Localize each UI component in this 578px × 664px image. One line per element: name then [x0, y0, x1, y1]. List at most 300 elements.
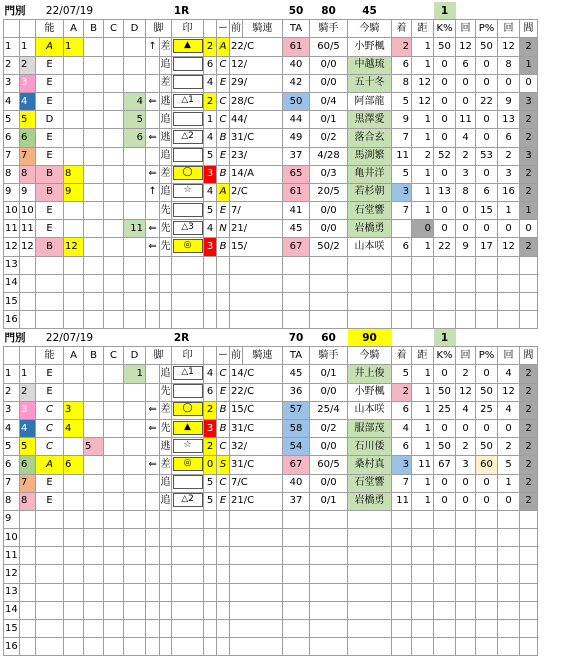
table-row — [4, 565, 575, 583]
arrow: ⇐ — [146, 401, 160, 419]
jockey-name — [348, 256, 392, 274]
ta-score — [283, 638, 310, 656]
ta-score: 67 — [283, 456, 310, 474]
waku — [204, 274, 217, 292]
p-percent: 0 — [476, 419, 498, 437]
mark — [172, 92, 204, 110]
p-count: 16 — [498, 183, 520, 201]
ability-rank: E — [36, 74, 64, 92]
en: 1 — [520, 56, 538, 74]
k-count — [456, 565, 476, 583]
column-header-16: 今騎 — [348, 347, 392, 365]
col-d — [124, 147, 146, 165]
table-row — [4, 620, 575, 638]
distance: 1 — [412, 419, 434, 437]
p-percent: 0 — [476, 165, 498, 183]
k-count — [456, 620, 476, 638]
rank — [217, 510, 230, 528]
ability-rank — [36, 547, 64, 565]
rank: B — [217, 401, 230, 419]
p-percent — [476, 510, 498, 528]
ability-rank: C — [36, 401, 64, 419]
column-header-19: K% — [434, 20, 456, 38]
waku: 3 — [204, 238, 217, 256]
distance: 1 — [412, 474, 434, 492]
previous — [230, 565, 283, 583]
rank — [217, 583, 230, 601]
row-number: 8 — [4, 492, 20, 510]
gate-number — [20, 529, 36, 547]
p-percent — [476, 565, 498, 583]
column-header-3: A — [64, 20, 84, 38]
rank: E — [217, 492, 230, 510]
header-value-3: 90 — [348, 329, 392, 347]
empty — [217, 2, 230, 20]
running-style: 逃 — [160, 129, 172, 147]
previous: 22/C — [230, 38, 283, 56]
jockey-name: 亀井洋 — [348, 165, 392, 183]
waku: 5 — [204, 492, 217, 510]
mark — [172, 311, 204, 329]
jockey-name: 服部茂 — [348, 419, 392, 437]
race-body-1 — [4, 2, 575, 329]
table-row — [4, 529, 575, 547]
p-count — [498, 547, 520, 565]
gate-number — [20, 638, 36, 656]
col-c — [104, 438, 124, 456]
p-percent: 60 — [476, 456, 498, 474]
arrow: ⇐ — [146, 129, 160, 147]
p-percent: 50 — [476, 438, 498, 456]
k-count: 0 — [456, 492, 476, 510]
ability-rank — [36, 583, 64, 601]
running-style — [160, 274, 172, 292]
arrow: ⇐ — [146, 456, 160, 474]
gate-number: 2 — [20, 56, 36, 74]
col-d — [124, 529, 146, 547]
p-count — [498, 274, 520, 292]
col-a — [64, 92, 84, 110]
p-count — [498, 510, 520, 528]
row-number: 16 — [4, 311, 20, 329]
col-a — [64, 311, 84, 329]
col-d — [124, 274, 146, 292]
col-c — [104, 620, 124, 638]
mark-box — [173, 57, 203, 71]
row-number: 5 — [4, 111, 20, 129]
row-number: 14 — [4, 601, 20, 619]
p-percent — [476, 274, 498, 292]
col-b — [84, 547, 104, 565]
col-a: 3 — [64, 401, 84, 419]
en: 2 — [520, 129, 538, 147]
finish: 6 — [392, 56, 412, 74]
p-percent: 17 — [476, 238, 498, 256]
race-venue: 門別 — [4, 4, 26, 17]
previous — [230, 311, 283, 329]
arrow: ↑ — [146, 183, 160, 201]
col-d: 5 — [124, 111, 146, 129]
k-percent — [434, 565, 456, 583]
arrow — [146, 438, 160, 456]
ta-score — [283, 529, 310, 547]
race-venue: 門別 — [4, 331, 26, 344]
k-percent: 0 — [434, 419, 456, 437]
distance: 1 — [412, 202, 434, 220]
rank — [217, 293, 230, 311]
waku: 2 — [204, 38, 217, 56]
jockey-name — [348, 311, 392, 329]
running-style: 先 — [160, 202, 172, 220]
previous — [230, 620, 283, 638]
row-number: 11 — [4, 220, 20, 238]
gate-number: 11 — [20, 220, 36, 238]
jockey-name: 阿部龍 — [348, 92, 392, 110]
column-header-11: ー — [217, 347, 230, 365]
jockey-name: 石堂響 — [348, 202, 392, 220]
jockey-name: 五十冬 — [348, 74, 392, 92]
distance: 12 — [412, 74, 434, 92]
en — [520, 601, 538, 619]
ta-score: 61 — [283, 183, 310, 201]
jockey-name: 黒澤愛 — [348, 111, 392, 129]
col-a: 12 — [64, 238, 84, 256]
en — [520, 638, 538, 656]
ta-score: 49 — [283, 129, 310, 147]
jockey-stat: 60/5 — [310, 456, 348, 474]
rank — [217, 256, 230, 274]
distance — [412, 583, 434, 601]
col-c — [104, 529, 124, 547]
rank — [217, 565, 230, 583]
finish — [392, 565, 412, 583]
waku: 4 — [204, 183, 217, 201]
ta-score: 50 — [283, 92, 310, 110]
col-b — [84, 583, 104, 601]
p-percent: 0 — [476, 492, 498, 510]
p-count: 13 — [498, 111, 520, 129]
column-header-21: P% — [476, 20, 498, 38]
p-percent: 0 — [476, 474, 498, 492]
mark — [172, 565, 204, 583]
previous: 21/ — [230, 220, 283, 238]
en: 2 — [520, 238, 538, 256]
ta-score — [283, 311, 310, 329]
table-row — [4, 456, 575, 474]
distance: 1 — [412, 365, 434, 383]
previous: 2/C — [230, 183, 283, 201]
ta-score — [283, 510, 310, 528]
ta-score: 37 — [283, 492, 310, 510]
previous: 15/ — [230, 238, 283, 256]
gate-number — [20, 620, 36, 638]
k-count: 12 — [456, 383, 476, 401]
column-header-20: 回 — [456, 20, 476, 38]
gate-number — [20, 311, 36, 329]
distance: 1 — [412, 38, 434, 56]
p-count: 9 — [498, 92, 520, 110]
ability-rank — [36, 620, 64, 638]
distance — [412, 529, 434, 547]
mark — [172, 601, 204, 619]
distance — [412, 274, 434, 292]
column-header-22: 回 — [498, 347, 520, 365]
row-number: 5 — [4, 438, 20, 456]
p-count — [498, 583, 520, 601]
k-count: 2 — [456, 438, 476, 456]
p-percent — [476, 311, 498, 329]
ta-score — [283, 620, 310, 638]
distance: 1 — [412, 492, 434, 510]
jockey-stat: 0/0 — [310, 202, 348, 220]
table-row — [4, 510, 575, 528]
jockey-stat: 0/0 — [310, 74, 348, 92]
ta-score — [283, 583, 310, 601]
distance — [412, 638, 434, 656]
gate-number: 12 — [20, 238, 36, 256]
distance — [412, 565, 434, 583]
previous: 14/C — [230, 365, 283, 383]
col-a — [64, 256, 84, 274]
p-count: 0 — [498, 74, 520, 92]
running-style: 追 — [160, 56, 172, 74]
col-c — [104, 492, 124, 510]
arrow: ⇐ — [146, 92, 160, 110]
p-count: 5 — [498, 456, 520, 474]
k-percent: 0 — [434, 492, 456, 510]
k-count: 0 — [456, 220, 476, 238]
col-c — [104, 383, 124, 401]
gate-number — [20, 510, 36, 528]
running-style — [160, 311, 172, 329]
arrow — [146, 365, 160, 383]
jockey-stat: 0/1 — [310, 111, 348, 129]
col-b — [84, 365, 104, 383]
rank — [217, 547, 230, 565]
arrow — [146, 583, 160, 601]
en: 2 — [520, 438, 538, 456]
p-percent: 50 — [476, 38, 498, 56]
running-style: 逃 — [160, 438, 172, 456]
jockey-stat: 0/0 — [310, 56, 348, 74]
running-style: 差 — [160, 74, 172, 92]
mark — [172, 529, 204, 547]
table-row — [4, 202, 575, 220]
arrow — [146, 147, 160, 165]
column-header-0 — [4, 20, 20, 38]
jockey-stat — [310, 620, 348, 638]
finish — [392, 510, 412, 528]
ta-score: 45 — [283, 365, 310, 383]
previous: 22/C — [230, 383, 283, 401]
k-percent: 0 — [434, 474, 456, 492]
ability-rank — [36, 565, 64, 583]
distance — [412, 601, 434, 619]
p-percent — [476, 293, 498, 311]
previous: 7/C — [230, 474, 283, 492]
finish — [392, 311, 412, 329]
p-count — [498, 256, 520, 274]
col-b — [84, 147, 104, 165]
k-percent: 50 — [434, 383, 456, 401]
finish: 2 — [392, 38, 412, 56]
col-c — [104, 38, 124, 56]
jockey-stat — [310, 565, 348, 583]
jockey-stat: 60/5 — [310, 38, 348, 56]
mark — [172, 165, 204, 183]
table-row — [4, 438, 575, 456]
waku: 0 — [204, 456, 217, 474]
table-row — [4, 56, 575, 74]
p-percent: 50 — [476, 383, 498, 401]
running-style: 追 — [160, 365, 172, 383]
arrow — [146, 565, 160, 583]
col-b — [84, 311, 104, 329]
mark-box: ☆ — [173, 439, 203, 453]
jockey-stat: 25/4 — [310, 401, 348, 419]
mark — [172, 510, 204, 528]
mark — [172, 474, 204, 492]
p-count: 0 — [498, 419, 520, 437]
running-style — [160, 256, 172, 274]
finish: 7 — [392, 202, 412, 220]
race-date: 22/07/19 — [45, 331, 94, 344]
k-percent — [434, 620, 456, 638]
finish: 11 — [392, 147, 412, 165]
mark — [172, 638, 204, 656]
table-row — [4, 256, 575, 274]
ability-rank: B — [36, 238, 64, 256]
running-style: 追 — [160, 474, 172, 492]
k-count: 3 — [456, 165, 476, 183]
jockey-name: 石堂響 — [348, 474, 392, 492]
previous: 31/C — [230, 419, 283, 437]
row-number: 3 — [4, 74, 20, 92]
header-value-2: 80 — [321, 4, 336, 17]
race-table-2 — [3, 329, 575, 656]
column-header-21: P% — [476, 347, 498, 365]
table-row — [4, 274, 575, 292]
empty — [124, 329, 146, 347]
col-c — [104, 547, 124, 565]
ta-score: 37 — [283, 147, 310, 165]
table-row — [4, 38, 575, 56]
gate-number: 1 — [20, 365, 36, 383]
column-header-10 — [204, 20, 217, 38]
p-count: 2 — [498, 147, 520, 165]
p-count: 12 — [498, 383, 520, 401]
mark-box: △1 — [173, 94, 203, 108]
col-c — [104, 129, 124, 147]
previous: 12/ — [230, 56, 283, 74]
k-percent — [434, 529, 456, 547]
col-d: 4 — [124, 92, 146, 110]
gate-number: 7 — [20, 147, 36, 165]
table-row — [4, 601, 575, 619]
gate-number: 8 — [20, 492, 36, 510]
running-style — [160, 293, 172, 311]
en — [520, 274, 538, 292]
en: 0 — [520, 220, 538, 238]
distance: 12 — [412, 92, 434, 110]
jockey-name: 井上俊 — [348, 365, 392, 383]
row-number: 1 — [4, 38, 20, 56]
ta-score — [283, 601, 310, 619]
gate-number: 10 — [20, 202, 36, 220]
col-b — [84, 56, 104, 74]
running-style — [160, 510, 172, 528]
col-c — [104, 165, 124, 183]
k-percent: 0 — [434, 365, 456, 383]
empty — [412, 2, 434, 20]
mark-box: △2 — [173, 130, 203, 144]
ability-rank: E — [36, 56, 64, 74]
finish: 6 — [392, 238, 412, 256]
col-b — [84, 220, 104, 238]
col-c — [104, 183, 124, 201]
finish: 6 — [392, 401, 412, 419]
k-percent: 52 — [434, 147, 456, 165]
p-count — [498, 620, 520, 638]
en: 2 — [520, 419, 538, 437]
distance — [412, 311, 434, 329]
k-percent: 0 — [434, 129, 456, 147]
jockey-stat: 0/0 — [310, 474, 348, 492]
col-c — [104, 565, 124, 583]
finish — [392, 620, 412, 638]
k-count — [456, 529, 476, 547]
col-a — [64, 638, 84, 656]
col-a — [64, 601, 84, 619]
previous: 15/C — [230, 401, 283, 419]
row-number: 10 — [4, 529, 20, 547]
empty — [456, 329, 476, 347]
ta-score: 36 — [283, 383, 310, 401]
jockey-stat — [310, 638, 348, 656]
table-row — [4, 147, 575, 165]
table-row — [4, 474, 575, 492]
table-row — [4, 547, 575, 565]
waku — [204, 510, 217, 528]
ta-score: 44 — [283, 111, 310, 129]
running-style — [160, 638, 172, 656]
row-number: 13 — [4, 256, 20, 274]
jockey-name — [348, 529, 392, 547]
en: 2 — [520, 492, 538, 510]
table-row — [4, 74, 575, 92]
distance — [412, 293, 434, 311]
k-count: 11 — [456, 111, 476, 129]
previous — [230, 583, 283, 601]
jockey-stat: 0/3 — [310, 165, 348, 183]
k-percent: 0 — [434, 165, 456, 183]
mark-box: △3 — [173, 221, 203, 235]
distance: 1 — [412, 238, 434, 256]
ability-rank: D — [36, 111, 64, 129]
empty — [204, 329, 217, 347]
col-a — [64, 74, 84, 92]
k-percent: 0 — [434, 92, 456, 110]
jockey-stat — [310, 311, 348, 329]
ta-score: 40 — [283, 474, 310, 492]
col-d: 6 — [124, 129, 146, 147]
col-c — [104, 293, 124, 311]
col-a — [64, 129, 84, 147]
col-a — [64, 56, 84, 74]
distance: 11 — [412, 456, 434, 474]
mark-box — [173, 112, 203, 126]
gate-number — [20, 565, 36, 583]
